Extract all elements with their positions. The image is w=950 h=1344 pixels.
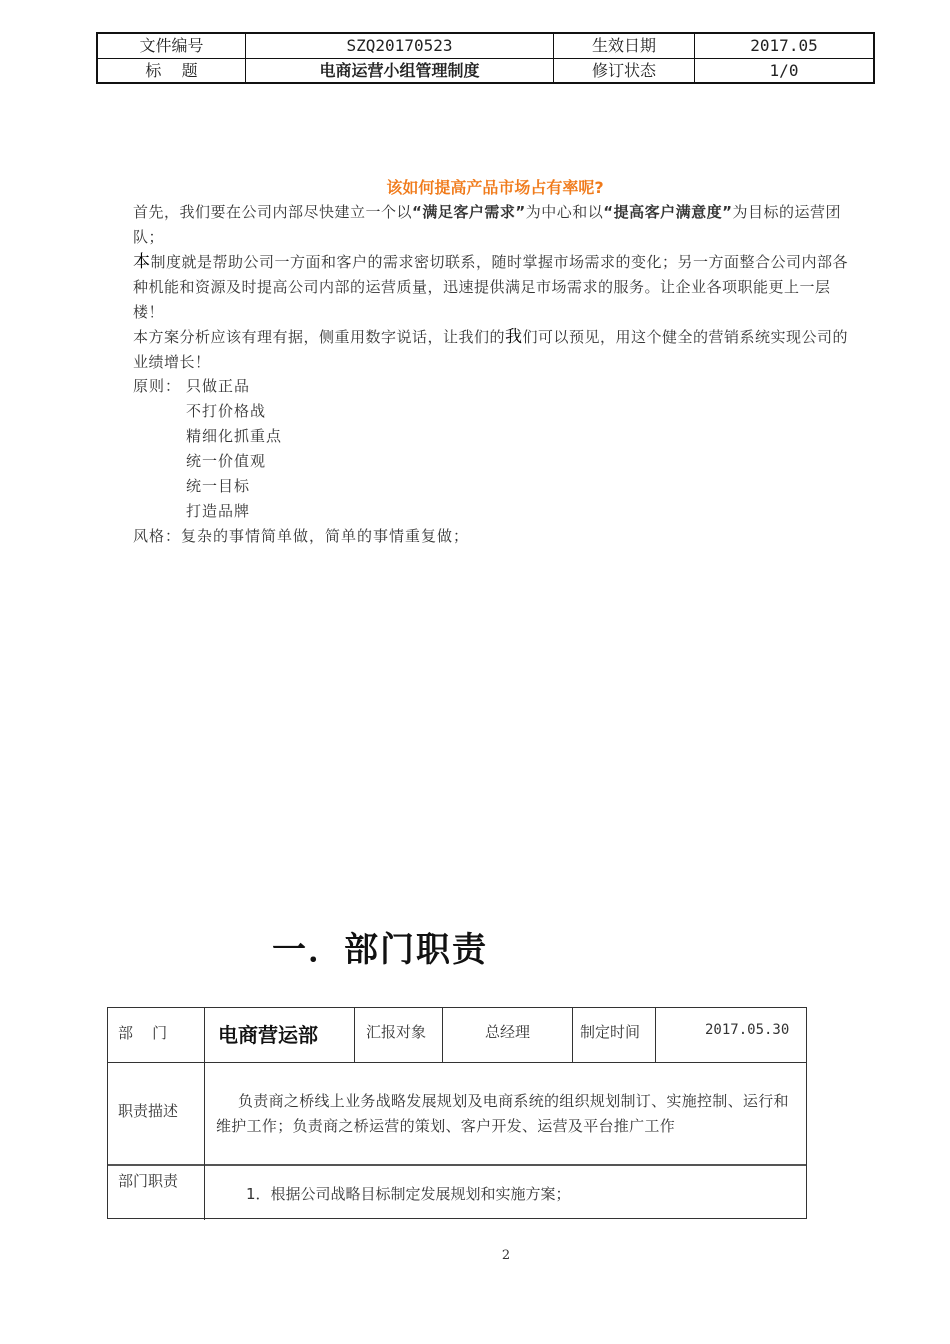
question-heading: 该如何提高产品市场占有率呢? <box>386 178 604 197</box>
doc-number-label: 文件编号 <box>139 36 204 55</box>
duty-label: 部门职责 <box>118 1172 179 1190</box>
title-value: 电商运营小组管理制度 <box>319 61 480 80</box>
dept-label: 部 门 <box>118 1024 168 1042</box>
p1-text-a: 首先，我们要在公司内部尽快建立一个以 <box>133 203 413 221</box>
title-label: 标 题 <box>145 61 198 80</box>
report-label: 汇报对象 <box>366 1023 427 1041</box>
principle-item: 统一价值观 <box>186 452 267 470</box>
effective-date-label: 生效日期 <box>591 36 656 55</box>
intro-paragraph-3 <box>133 325 851 375</box>
principle-item: 打造品牌 <box>186 502 251 520</box>
p1-emphasis-1: “满足客户需求” <box>412 203 526 221</box>
divider <box>553 34 554 82</box>
document-header-table <box>96 32 875 84</box>
style-line: 风格：复杂的事情简单做，简单的事情重复做； <box>133 527 470 545</box>
revision-label: 修订状态 <box>591 61 656 80</box>
principles-label: 原则： <box>133 377 182 395</box>
p3-big-char: 我 <box>505 327 523 347</box>
column-divider <box>655 1008 656 1062</box>
p2-text: 制度就是帮助公司一方面和客户的需求密切联系，随时掌握市场需求的变化；另一方面整合公司内部各种机能和资源及时提高公司内部的运营质量，迅速提供满足市场需求的服务。让企业各项职能更上一层楼！ <box>133 253 849 321</box>
column-divider <box>204 1008 205 1220</box>
department-table <box>107 1007 807 1219</box>
p1-emphasis-2: “提高客户满意度” <box>603 203 733 221</box>
column-divider <box>354 1008 355 1062</box>
dept-value: 电商营运部 <box>218 1023 318 1047</box>
row-divider <box>108 1062 806 1063</box>
duty-item: 1．根据公司战略目标制定发展规划和实施方案； <box>246 1185 571 1203</box>
doc-number-value: SZQ20170523 <box>346 36 453 55</box>
intro-paragraph-2 <box>133 250 851 325</box>
p3-text-a: 本方案分析应该有理有据，侧重用数字说话，让我们的 <box>133 328 506 346</box>
principle-item: 统一目标 <box>186 477 251 495</box>
desc-label: 职责描述 <box>118 1102 179 1120</box>
report-value: 总经理 <box>485 1023 531 1041</box>
principle-item: 不打价格战 <box>186 402 267 420</box>
header-row-1 <box>98 34 873 59</box>
principle-item: 只做正品 <box>186 377 251 395</box>
effective-date-value: 2017.05 <box>750 36 818 55</box>
section-heading: 一．部门职责 <box>272 930 488 970</box>
p3-text-b: 们可以预见，用这个健全的营销系统实现公司的业绩增长！ <box>133 328 849 371</box>
row-divider <box>108 1164 806 1166</box>
revision-value: 1/0 <box>769 61 799 80</box>
intro-paragraph-1 <box>133 200 851 250</box>
divider <box>694 34 695 82</box>
column-divider <box>572 1008 573 1062</box>
p1-text-b: 为中心和以 <box>525 203 604 221</box>
principle-item: 精细化抓重点 <box>186 427 283 445</box>
date-label: 制定时间 <box>580 1023 641 1041</box>
column-divider <box>442 1008 443 1062</box>
desc-value: 负责商之桥线上业务战略发展规划及电商系统的组织规划制订、实施控制、运行和维护工作；负责商之桥运营的策划、客户开发、运营及平台推广工作 <box>216 1092 789 1135</box>
p2-lead-char: 本 <box>133 252 151 272</box>
date-value: 2017.05.30 <box>705 1022 790 1038</box>
header-row-2 <box>98 59 873 83</box>
p1-text-c: 为目标的运营团队； <box>133 203 841 246</box>
page-number: 2 <box>501 1248 511 1263</box>
divider <box>245 34 246 82</box>
